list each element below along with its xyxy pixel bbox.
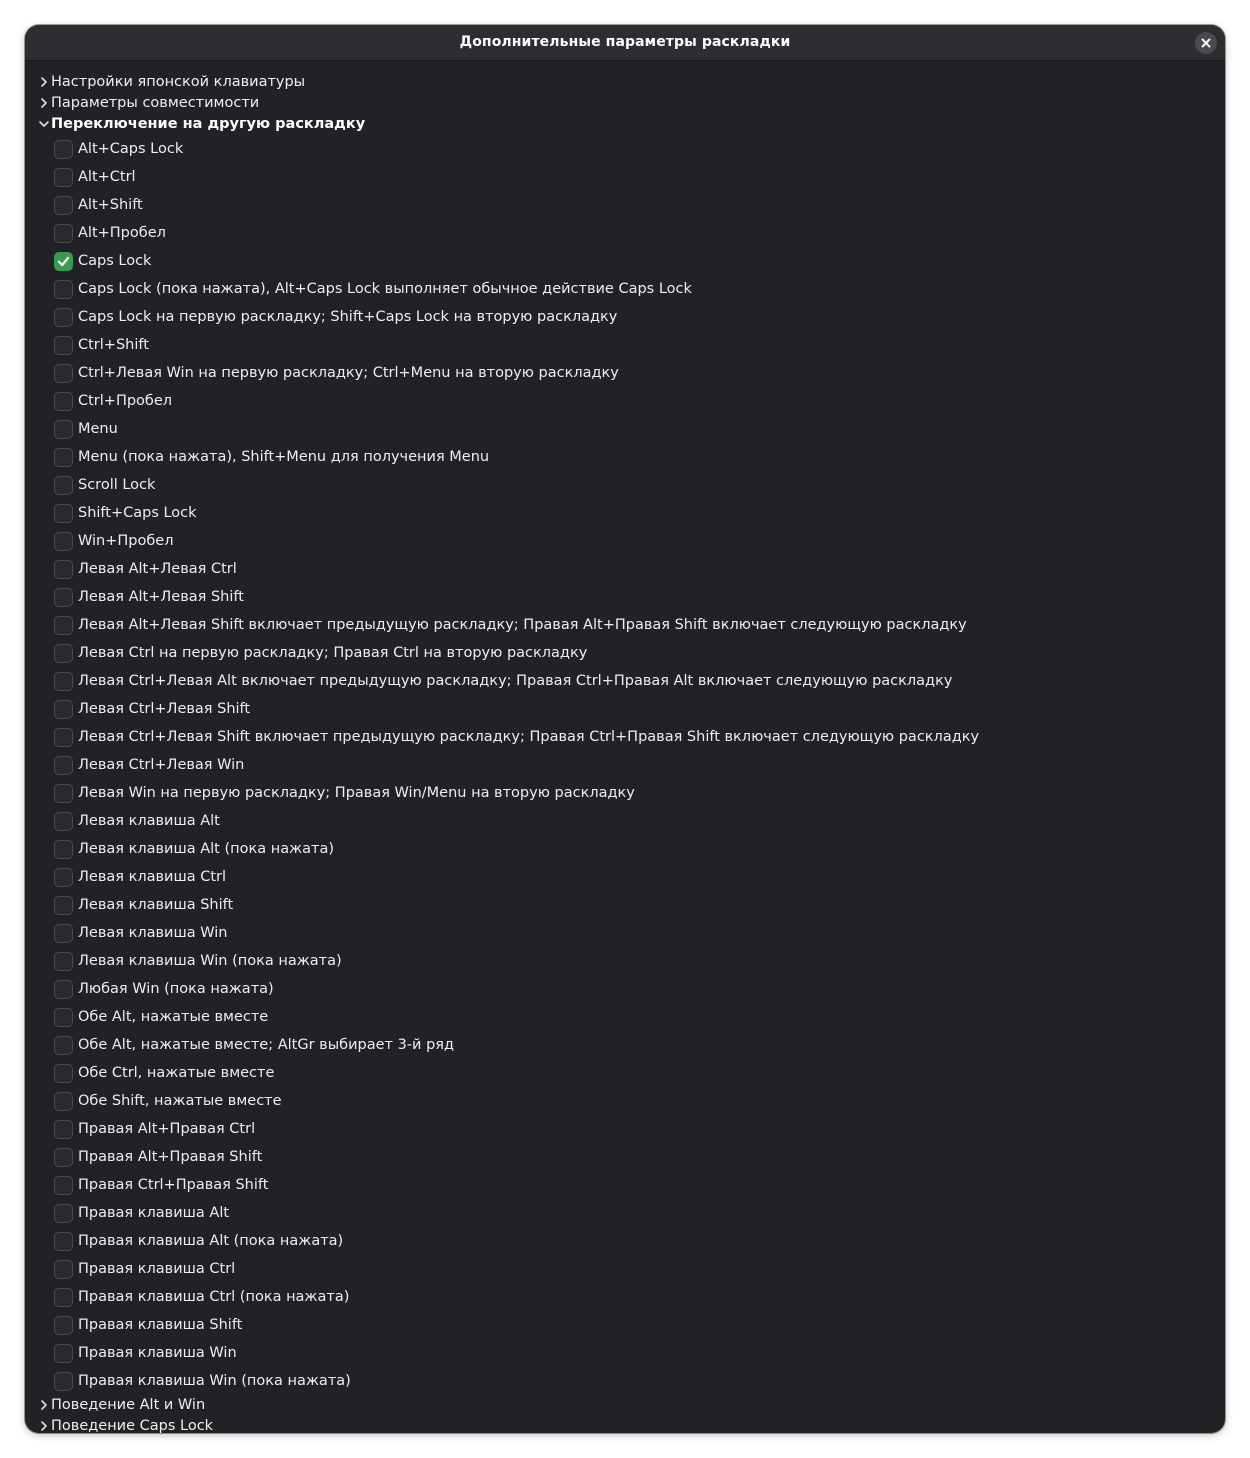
option-row[interactable] <box>25 751 1225 779</box>
option-checkbox[interactable] <box>54 224 73 243</box>
option-label: Alt+Ctrl <box>78 169 136 185</box>
option-checkbox[interactable] <box>54 1232 73 1251</box>
dialog-title: Дополнительные параметры раскладки <box>459 34 791 50</box>
option-checkbox[interactable] <box>54 476 73 495</box>
layout-options-dialog <box>25 25 1225 1433</box>
option-row[interactable] <box>25 695 1225 723</box>
option-checkbox[interactable] <box>54 1176 73 1195</box>
option-row[interactable] <box>25 1199 1225 1227</box>
option-label: Правая Ctrl+Правая Shift <box>78 1177 269 1193</box>
option-checkbox[interactable] <box>54 1008 73 1027</box>
option-checkbox[interactable] <box>54 868 73 887</box>
option-row[interactable] <box>25 1227 1225 1255</box>
chevron-right-icon <box>37 1419 51 1433</box>
option-checkbox[interactable] <box>54 1344 73 1363</box>
option-checkbox[interactable] <box>54 812 73 831</box>
option-row[interactable] <box>25 1143 1225 1171</box>
option-label: Обе Alt, нажатые вместе <box>78 1009 269 1025</box>
option-row[interactable] <box>25 1367 1225 1395</box>
option-label: Правая клавиша Ctrl <box>78 1261 236 1277</box>
option-checkbox[interactable] <box>54 1204 73 1223</box>
option-row[interactable] <box>25 1003 1225 1031</box>
option-checkbox[interactable] <box>54 980 73 999</box>
option-label: Левая клавиша Win <box>78 925 228 941</box>
option-checkbox[interactable] <box>54 672 73 691</box>
option-checkbox[interactable] <box>54 896 73 915</box>
option-checkbox[interactable] <box>54 644 73 663</box>
option-label: Menu <box>78 421 118 437</box>
option-row[interactable] <box>25 779 1225 807</box>
chevron-right-icon <box>37 75 51 89</box>
option-row[interactable] <box>25 135 1225 163</box>
chevron-right-icon <box>37 1398 51 1412</box>
option-label: Правая клавиша Alt <box>78 1205 230 1221</box>
option-label: Левая клавиша Shift <box>78 897 234 913</box>
option-row[interactable] <box>25 219 1225 247</box>
option-label: Menu (пока нажата), Shift+Menu для получения Menu <box>78 449 490 465</box>
option-row[interactable] <box>25 331 1225 359</box>
option-label: Caps Lock (пока нажата), Alt+Caps Lock выполняет обычное действие Caps Lock <box>78 281 692 297</box>
option-label: Alt+Shift <box>78 197 143 213</box>
option-checkbox[interactable] <box>54 196 73 215</box>
close-icon <box>1201 38 1211 48</box>
option-checkbox[interactable] <box>54 1092 73 1111</box>
group-label: Параметры совместимости <box>51 94 260 111</box>
option-checkbox[interactable] <box>54 168 73 187</box>
title-bar <box>25 25 1225 61</box>
option-row[interactable] <box>25 359 1225 387</box>
option-label: Ctrl+Левая Win на первую раскладку; Ctrl+Menu на вторую раскладку <box>78 365 619 381</box>
option-label: Левая Alt+Левая Shift <box>78 589 244 605</box>
option-label: Обе Ctrl, нажатые вместе <box>78 1065 275 1081</box>
option-checkbox[interactable] <box>54 588 73 607</box>
option-checkbox[interactable] <box>54 1148 73 1167</box>
option-label: Левая Ctrl+Левая Win <box>78 757 245 773</box>
group-japanese-keyboard[interactable] <box>37 71 305 92</box>
option-label: Левая клавиша Alt (пока нажата) <box>78 841 335 857</box>
option-row[interactable] <box>25 191 1225 219</box>
option-checkbox[interactable] <box>54 392 73 411</box>
option-label: Caps Lock на первую раскладку; Shift+Caps Lock на вторую раскладку <box>78 309 618 325</box>
option-label: Любая Win (пока нажата) <box>78 981 274 997</box>
option-row[interactable] <box>25 1171 1225 1199</box>
option-checkbox[interactable] <box>54 448 73 467</box>
option-row[interactable] <box>25 527 1225 555</box>
option-checkbox[interactable] <box>54 700 73 719</box>
option-label: Левая Ctrl на первую раскладку; Правая Ctrl на вторую раскладку <box>78 645 588 661</box>
option-label: Правая клавиша Win (пока нажата) <box>78 1373 351 1389</box>
option-row[interactable] <box>25 471 1225 499</box>
group-caps-lock-behavior[interactable] <box>37 1415 213 1433</box>
option-checkbox[interactable] <box>54 1260 73 1279</box>
option-checkbox[interactable] <box>54 952 73 971</box>
option-label: Левая Alt+Левая Ctrl <box>78 561 237 577</box>
option-label: Левая клавиша Win (пока нажата) <box>78 953 342 969</box>
option-label: Левая клавиша Ctrl <box>78 869 227 885</box>
option-row[interactable] <box>25 835 1225 863</box>
option-label: Правая клавиша Ctrl (пока нажата) <box>78 1289 350 1305</box>
option-label: Левая клавиша Alt <box>78 813 220 829</box>
option-row[interactable] <box>25 275 1225 303</box>
group-label: Переключение на другую раскладку <box>51 115 366 132</box>
close-button[interactable] <box>1195 32 1217 54</box>
option-label: Правая Alt+Правая Shift <box>78 1149 263 1165</box>
switch-layout-options <box>25 135 1225 1395</box>
option-checkbox[interactable] <box>54 756 73 775</box>
option-label: Правая клавиша Win <box>78 1345 237 1361</box>
option-checkbox[interactable] <box>54 364 73 383</box>
option-row[interactable] <box>25 667 1225 695</box>
option-row[interactable] <box>25 1255 1225 1283</box>
option-label: Левая Alt+Левая Shift включает предыдущую раскладку; Правая Alt+Правая Shift включает следующую раскладку <box>78 617 967 633</box>
option-row[interactable] <box>25 583 1225 611</box>
option-label: Левая Ctrl+Левая Shift включает предыдущую раскладку; Правая Ctrl+Правая Shift включает следующую раскладку <box>78 729 980 745</box>
option-checkbox[interactable] <box>54 1288 73 1307</box>
option-label: Win+Пробел <box>78 533 174 549</box>
option-row[interactable] <box>25 247 1225 275</box>
chevron-down-icon <box>37 117 51 131</box>
option-row[interactable] <box>25 1339 1225 1367</box>
option-checkbox[interactable] <box>54 336 73 355</box>
option-label: Левая Ctrl+Левая Alt включает предыдущую раскладку; Правая Ctrl+Правая Alt включает следующую раскладку <box>78 673 953 689</box>
checkmark-icon <box>57 255 70 268</box>
option-label: Shift+Caps Lock <box>78 505 197 521</box>
option-checkbox[interactable] <box>54 616 73 635</box>
option-row[interactable] <box>25 807 1225 835</box>
option-label: Обе Alt, нажатые вместе; AltGr выбирает 3-й ряд <box>78 1037 455 1053</box>
option-checkbox[interactable] <box>54 280 73 299</box>
option-row[interactable] <box>25 1087 1225 1115</box>
group-switch-layout[interactable] <box>37 113 365 134</box>
option-checkbox[interactable] <box>54 252 73 271</box>
option-row[interactable] <box>25 555 1225 583</box>
group-alt-win-behavior[interactable] <box>37 1394 205 1415</box>
option-label: Ctrl+Пробел <box>78 393 173 409</box>
option-checkbox[interactable] <box>54 504 73 523</box>
group-compatibility[interactable] <box>37 92 259 113</box>
options-tree <box>25 61 1225 1433</box>
option-checkbox[interactable] <box>54 420 73 439</box>
option-row[interactable] <box>25 387 1225 415</box>
option-row[interactable] <box>25 975 1225 1003</box>
option-row[interactable] <box>25 499 1225 527</box>
option-checkbox[interactable] <box>54 1372 73 1391</box>
option-checkbox[interactable] <box>54 1036 73 1055</box>
option-row[interactable] <box>25 863 1225 891</box>
option-checkbox[interactable] <box>54 924 73 943</box>
option-checkbox[interactable] <box>54 840 73 859</box>
option-row[interactable] <box>25 163 1225 191</box>
chevron-right-icon <box>37 96 51 110</box>
option-row[interactable] <box>25 1311 1225 1339</box>
option-label: Caps Lock <box>78 253 152 269</box>
option-row[interactable] <box>25 303 1225 331</box>
option-label: Alt+Caps Lock <box>78 141 184 157</box>
option-row[interactable] <box>25 1283 1225 1311</box>
option-label: Левая Ctrl+Левая Shift <box>78 701 251 717</box>
option-label: Alt+Пробел <box>78 225 166 241</box>
option-row[interactable] <box>25 415 1225 443</box>
option-checkbox[interactable] <box>54 1120 73 1139</box>
option-row[interactable] <box>25 1031 1225 1059</box>
option-label: Правая Alt+Правая Ctrl <box>78 1121 256 1137</box>
option-label: Левая Win на первую раскладку; Правая Win/Menu на вторую раскладку <box>78 785 635 801</box>
option-checkbox[interactable] <box>54 784 73 803</box>
option-row[interactable] <box>25 947 1225 975</box>
option-row[interactable] <box>25 611 1225 639</box>
option-checkbox[interactable] <box>54 560 73 579</box>
option-checkbox[interactable] <box>54 308 73 327</box>
option-row[interactable] <box>25 723 1225 751</box>
option-label: Обе Shift, нажатые вместе <box>78 1093 282 1109</box>
option-checkbox[interactable] <box>54 140 73 159</box>
option-checkbox[interactable] <box>54 1064 73 1083</box>
group-label: Поведение Alt и Win <box>51 1396 206 1413</box>
option-checkbox[interactable] <box>54 532 73 551</box>
option-checkbox[interactable] <box>54 1316 73 1335</box>
option-label: Scroll Lock <box>78 477 156 493</box>
option-row[interactable] <box>25 639 1225 667</box>
option-row[interactable] <box>25 919 1225 947</box>
option-label: Ctrl+Shift <box>78 337 149 353</box>
option-row[interactable] <box>25 443 1225 471</box>
group-label: Поведение Caps Lock <box>51 1417 214 1433</box>
group-label: Настройки японской клавиатуры <box>51 73 306 90</box>
option-row[interactable] <box>25 1059 1225 1087</box>
option-row[interactable] <box>25 891 1225 919</box>
option-label: Правая клавиша Alt (пока нажата) <box>78 1233 344 1249</box>
option-checkbox[interactable] <box>54 728 73 747</box>
option-label: Правая клавиша Shift <box>78 1317 243 1333</box>
option-row[interactable] <box>25 1115 1225 1143</box>
